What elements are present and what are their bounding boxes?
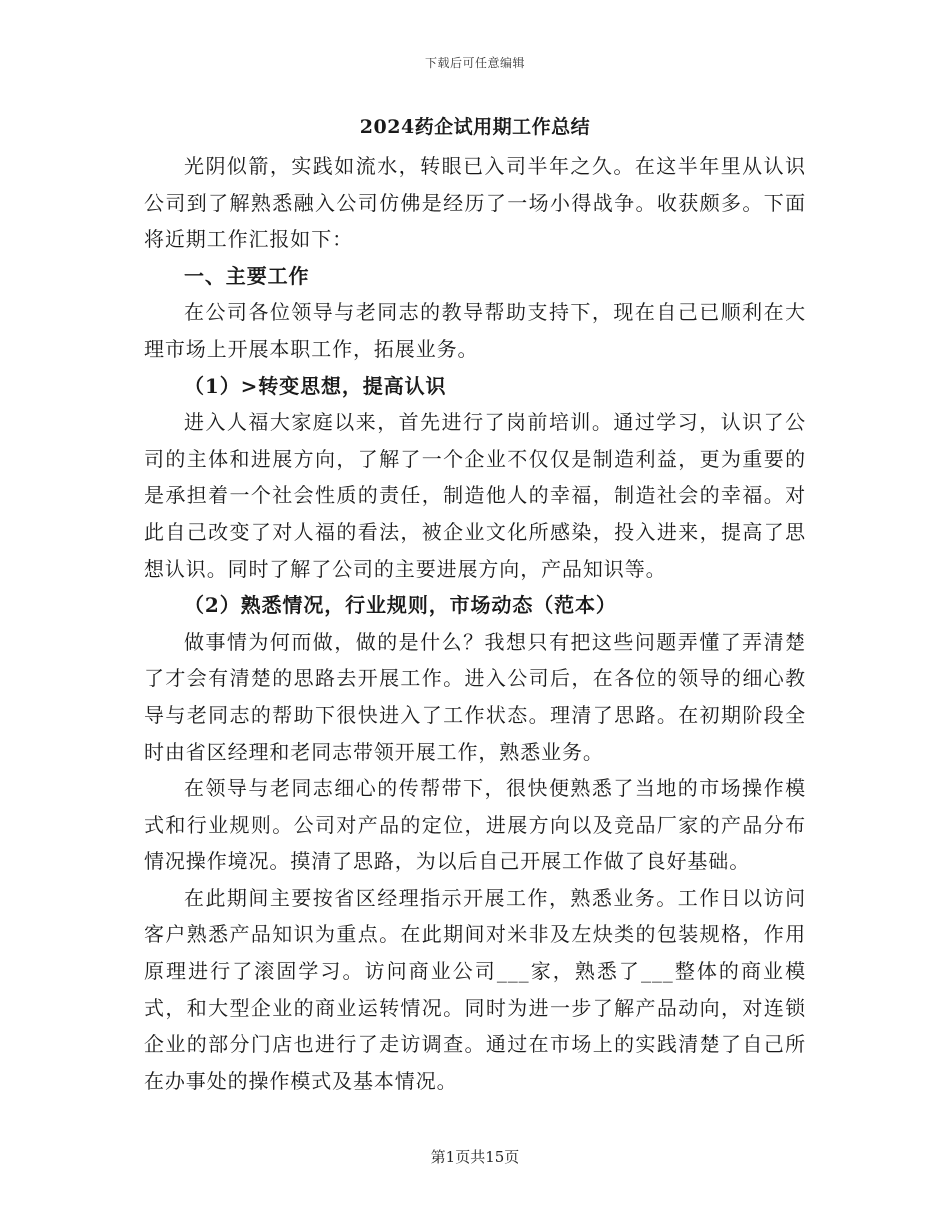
subsection-heading-2: （2）熟悉情况，行业规则，市场动态（范本）	[184, 593, 617, 618]
page-footer: 第1页共15页	[430, 1148, 520, 1166]
page-header: 下载后可任意编辑	[424, 56, 525, 70]
main-work-paragraph: 在公司各位领导与老同志的教导帮助支持下，现在自己已顺利在大理市场上开展本职工作，拓展业务。	[144, 300, 806, 361]
subsection-2-paragraph-1: 做事情为何而做，做的是什么？我想只有把这些问题弄懂了弄清楚了才会有清楚的思路去开展工作。进入公司后，在各位的领导的细心教导与老同志的帮助下很快进入了工作状态。理清了思路。在初期阶段全时由省区经理和老同志带领开展工作，熟悉业务。	[144, 629, 806, 764]
intro-paragraph: 光阴似箭，实践如流水，转眼已入司半年之久。在这半年里从认识公司到了解熟悉融入公司仿佛是经历了一场小得战争。收获颇多。下面将近期工作汇报如下：	[144, 154, 806, 252]
subsection-1-paragraph: 进入人福大家庭以来，首先进行了岗前培训。通过学习，认识了公司的主体和进展方向，了解了一个企业不仅仅是制造利益，更为重要的是承担着一个社会性质的责任，制造他人的幸福，制造社会的幸福。对此自己改变了对人福的看法，被企业文化所感染，投入进来，提高了思想认识。同时了解了公司的主要进展方向，产品知识等。	[144, 410, 806, 581]
subsection-2-paragraph-3: 在此期间主要按省区经理指示开展工作，熟悉业务。工作日以访问客户熟悉产品知识为重点。在此期间对米非及左炔类的包装规格，作用原理进行了滚固学习。访问商业公司___家，熟悉了___整体的商业模式，和大型企业的商业运转情况。同时为进一步了解产品动向，对连锁企业的部分门店也进行了走访调查。通过在市场上的实践清楚了自己所在办事处的操作模式及基本情况。	[144, 885, 806, 1093]
document-body	[144, 148, 806, 1099]
subsection-2-paragraph-2: 在领导与老同志细心的传帮带下，很快便熟悉了当地的市场操作模式和行业规则。公司对产品的定位，进展方向以及竞品厂家的产品分布情况操作境况。摸清了思路，为以后自己开展工作做了良好基础。	[144, 776, 806, 874]
subsection-heading-1: （1）>转变思想，提高认识	[184, 373, 447, 398]
document-title: 2024药企试用期工作总结	[359, 116, 591, 138]
section-heading-main-work: 一、主要工作	[184, 263, 310, 288]
